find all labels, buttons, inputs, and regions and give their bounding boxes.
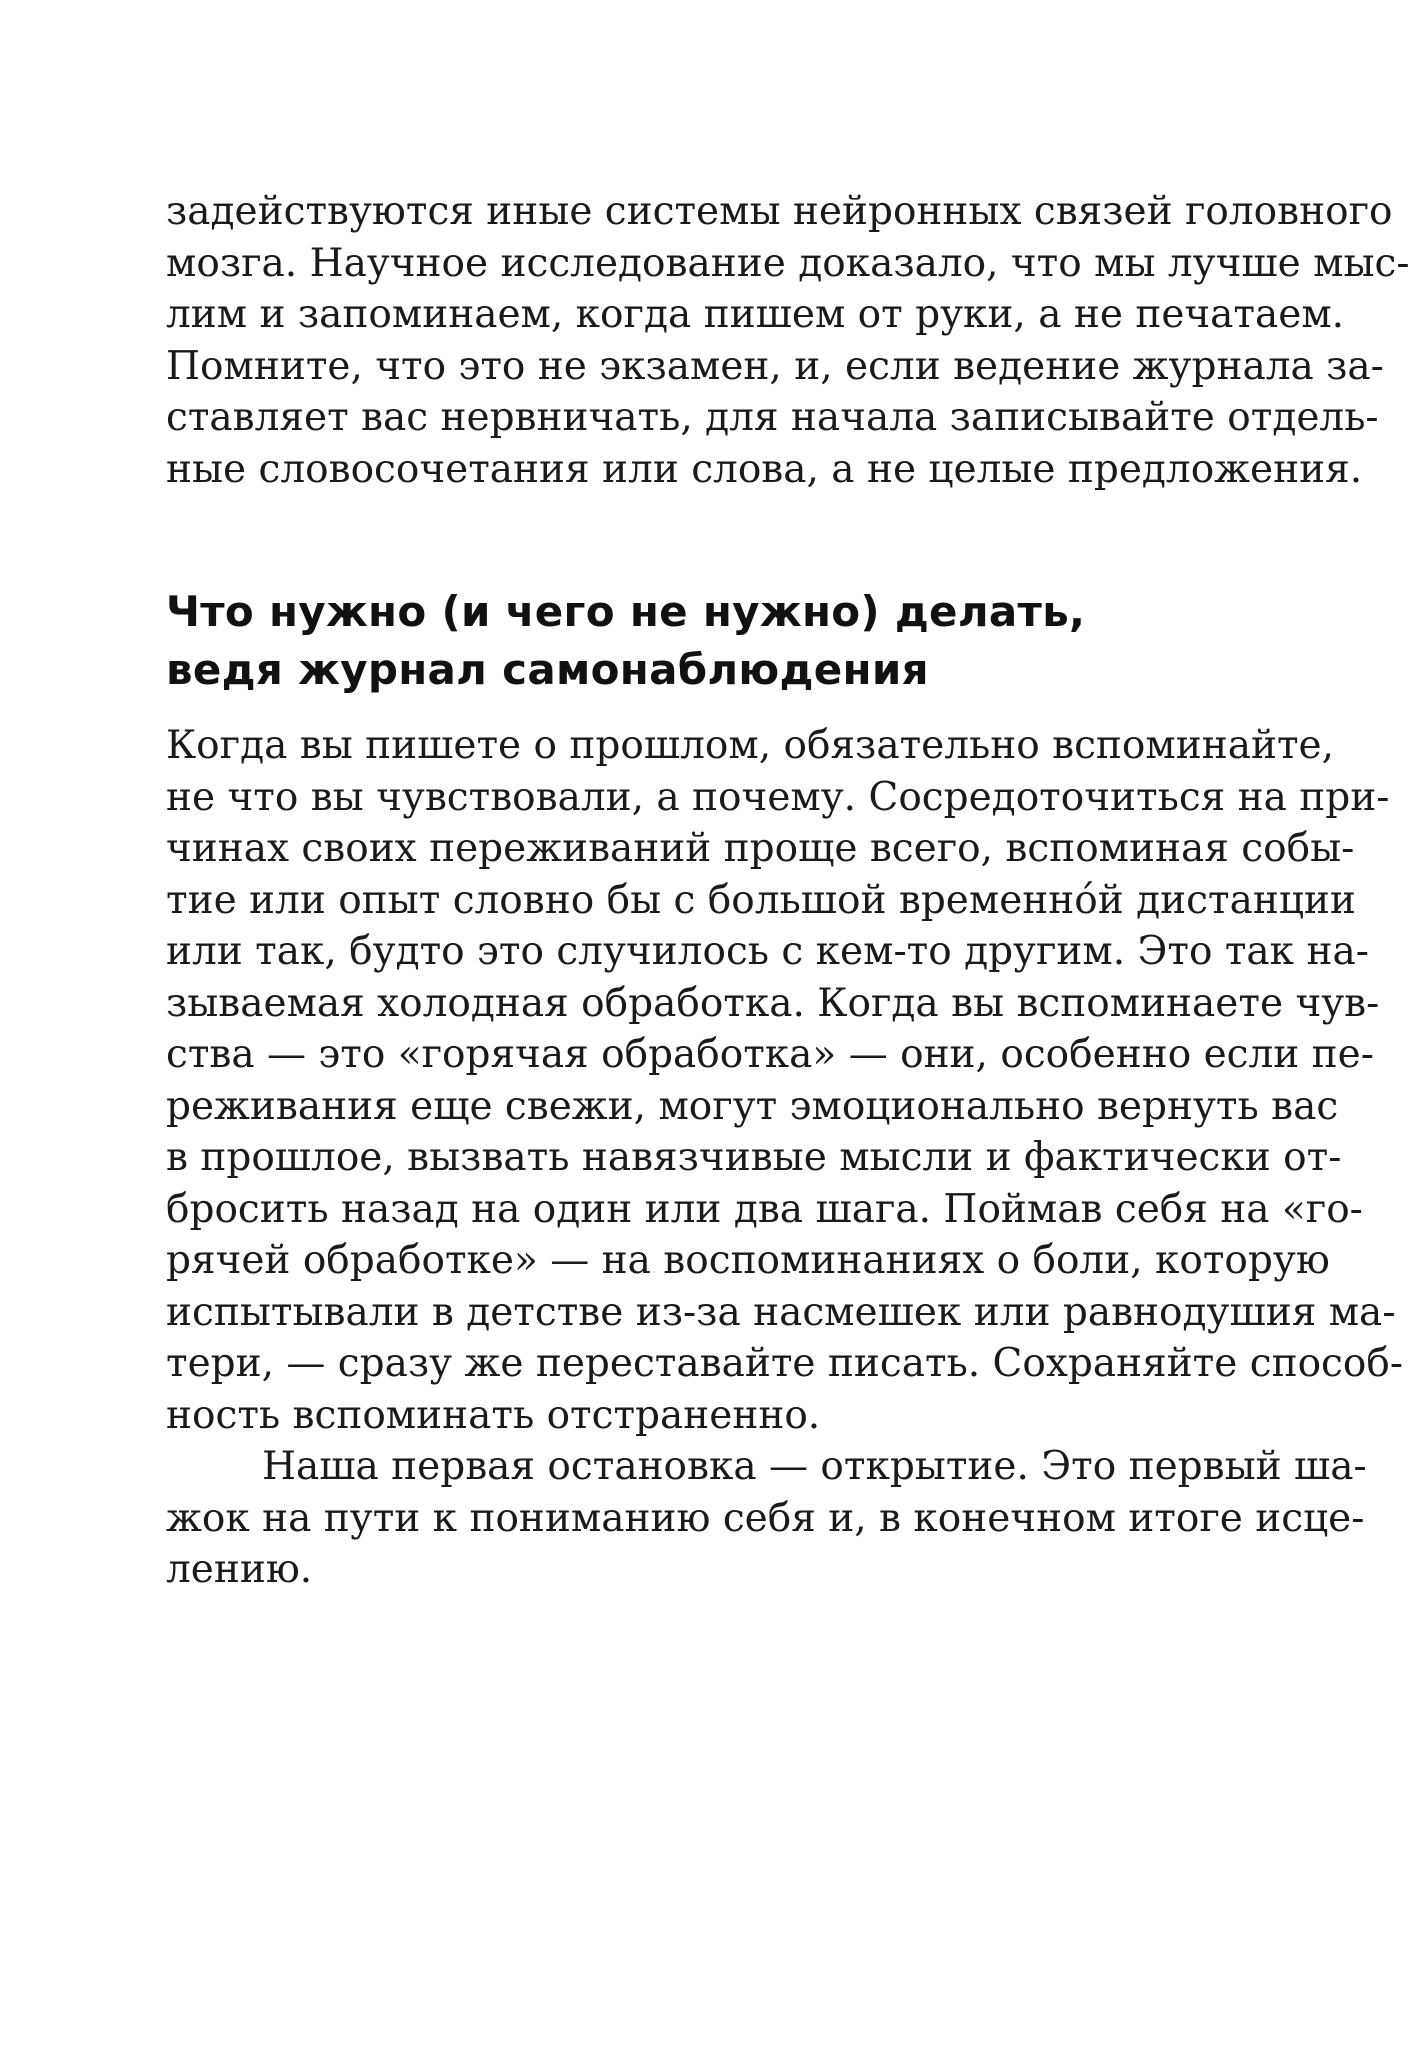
text-line: тие или опыт словно бы с большой временно́й дистанции [166, 877, 1356, 923]
text-line: бросить назад на один или два шага. Поймав себя на «го- [166, 1186, 1363, 1232]
text-line: Помните, что это не экзамен, и, если ведение журнала за- [166, 343, 1384, 389]
text-line: задействуются иные системы нейронных связей головного [166, 189, 1393, 234]
text-line: ставляет вас нервничать, для начала записывайте отдель- [166, 395, 1379, 440]
text-line: лению. [166, 1547, 313, 1592]
text-line: в прошлое, вызвать навязчивые мысли и фактически от- [166, 1135, 1342, 1180]
text-line: испытывали в детстве из-за насмешек или равнодушия ма- [166, 1289, 1396, 1335]
heading-line: Что нужно (и чего не нужно) делать, [166, 587, 1086, 636]
text-line: Наша первая остановка — открытие. Это первый ша- [262, 1444, 1367, 1489]
text-line: рячей обработке» — на воспоминаниях о боли, которую [166, 1238, 1330, 1283]
body-paragraph-1 [166, 720, 1404, 1441]
text-line: ства — это «горячая обработка» — они, особенно если пе- [166, 1032, 1374, 1077]
text-line: ность вспоминать отстраненно. [166, 1392, 821, 1438]
text-line: реживания еще свежи, могут эмоционально вернуть вас [166, 1083, 1339, 1129]
section-heading [166, 583, 1249, 699]
heading-line: ведя журнал самонаблюдения [166, 645, 929, 694]
text-line: или так, будто это случилось с кем-то другим. Это так на- [166, 929, 1369, 974]
text-line: мозга. Научное исследование доказало, что мы лучше мыс- [166, 240, 1410, 286]
text-line: зываемая холодная обработка. Когда вы вспоминаете чув- [166, 980, 1380, 1026]
text-line: жок на пути к пониманию себя и, в конечном итоге исце- [166, 1495, 1365, 1541]
intro-paragraph [166, 186, 1410, 495]
text-line: лим и запоминаем, когда пишем от руки, а не печатаем. [166, 292, 1345, 337]
text-line: ные словосочетания или слова, а не целые предложения. [166, 446, 1363, 492]
text-line: чинах своих переживаний проще всего, вспоминая собы- [166, 826, 1355, 871]
text-line: не что вы чувствовали, а почему. Сосредоточиться на при- [166, 774, 1390, 820]
body-paragraph-2 [166, 1441, 1367, 1596]
text-line: Когда вы пишете о прошлом, обязательно вспоминайте, [166, 723, 1335, 768]
text-line: тери, — сразу же переставайте писать. Сохраняйте способ- [166, 1341, 1404, 1386]
